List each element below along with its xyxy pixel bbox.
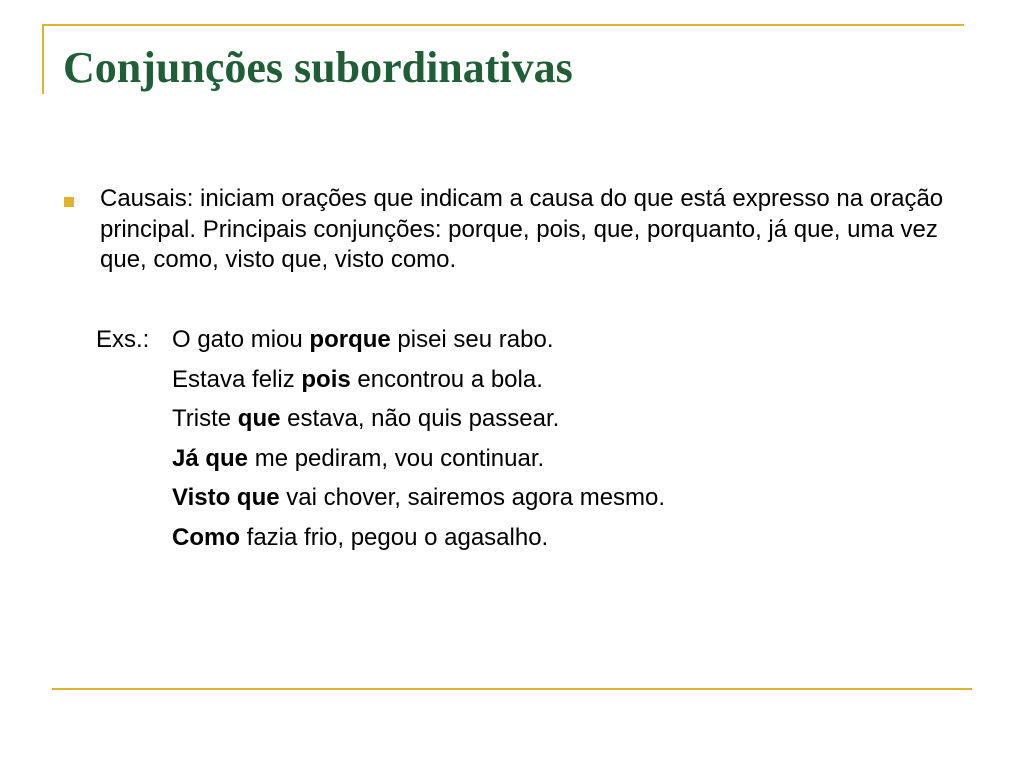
example-sentence [172, 518, 548, 558]
example-sentence [172, 478, 665, 518]
example-sentence [172, 360, 543, 400]
example-text-after: estava, não quis passear. [280, 405, 560, 432]
bullet-text: Causais: iniciam orações que indicam a causa do que está expresso na oração principal. Principais conjunções: porque, pois, que, porquanto, já que, uma vez que, como, visto que, visto como. [100, 185, 944, 273]
example-row [96, 399, 976, 439]
example-text-before: Estava feliz [172, 365, 302, 393]
example-row [96, 360, 976, 400]
example-sentence [172, 439, 544, 479]
example-row [96, 320, 976, 360]
example-indent [96, 478, 172, 518]
square-bullet-icon [64, 197, 74, 207]
example-text-after: me pediram, vou continuar. [248, 444, 545, 472]
example-text-after: fazia frio, pegou o agasalho. [240, 523, 549, 551]
left-border-line [42, 24, 44, 94]
example-text-after: vai chover, sairemos agora mesmo. [279, 484, 666, 511]
example-row [96, 439, 976, 479]
example-conjunction: porque [309, 326, 391, 353]
example-sentence [172, 320, 554, 360]
example-conjunction: Como [172, 523, 240, 551]
slide-title: Conjunções subordinativas [63, 43, 573, 92]
top-border-line [42, 24, 964, 26]
example-row [96, 518, 976, 558]
bottom-divider-line [52, 688, 972, 690]
example-text-after: encontrou a bola. [350, 365, 543, 393]
example-conjunction: que [237, 405, 281, 432]
example-text-before: Triste [172, 405, 238, 432]
example-text-after: pisei seu rabo. [390, 326, 554, 353]
example-indent [96, 360, 172, 400]
examples-block [96, 320, 976, 557]
example-indent [96, 518, 172, 558]
example-indent [96, 399, 172, 439]
example-text-before: O gato miou [172, 326, 310, 353]
example-conjunction: Visto que [172, 484, 280, 511]
example-conjunction: pois [301, 365, 351, 393]
examples-prefix: Exs.: [96, 326, 150, 353]
example-sentence [172, 399, 559, 439]
example-row [96, 478, 976, 518]
example-indent [96, 439, 172, 479]
example-conjunction: Já que [172, 444, 249, 472]
